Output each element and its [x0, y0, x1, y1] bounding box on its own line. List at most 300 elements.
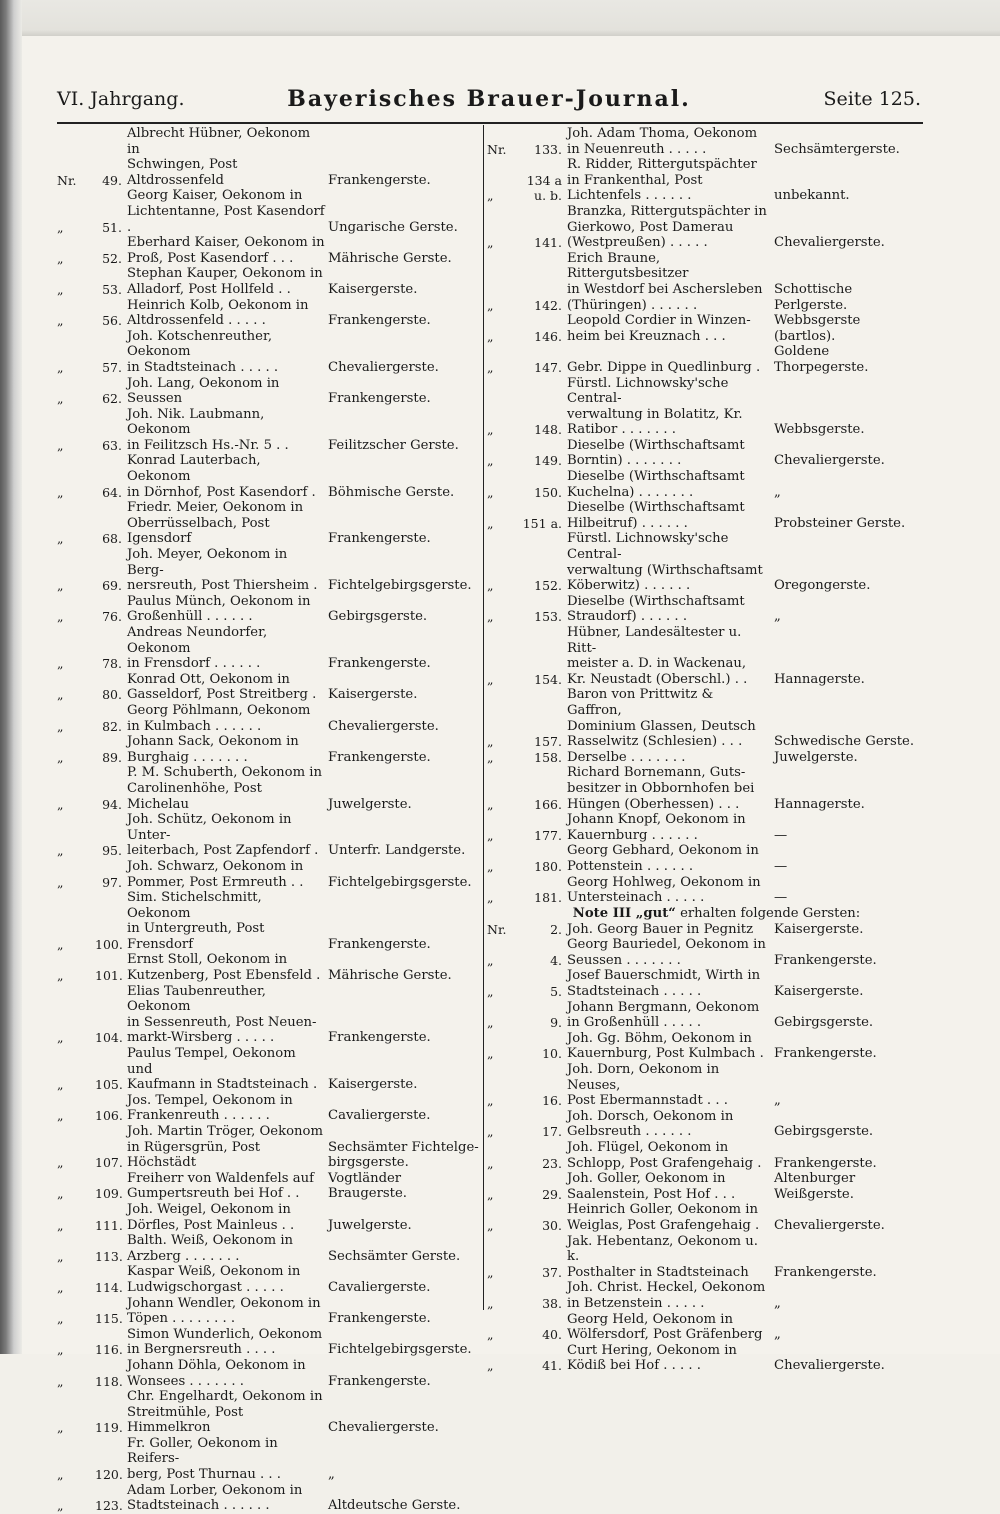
- list-item: [57, 500, 480, 547]
- left-column: [57, 126, 480, 1514]
- entry-variety: Juwelgerste.: [774, 749, 858, 765]
- entry-number: 141.: [534, 235, 562, 251]
- entry-variety: Kaisergerste.: [774, 984, 864, 1000]
- entry-number: 57.: [102, 359, 122, 375]
- entry-number: 107.: [95, 1155, 123, 1171]
- entry-prefix: „: [487, 1093, 494, 1109]
- list-item: [57, 625, 480, 672]
- entry-name: Joh. Meyer, Oekonom in Berg- nersreuth, Post Thiersheim .: [127, 547, 318, 594]
- entry-name: R. Ridder, Rittergutspächter in Frankenthal, Post Lichtenfels . . . . . .: [567, 157, 757, 204]
- entry-variety: Oregongerste.: [774, 578, 871, 594]
- list-item: [487, 1031, 922, 1062]
- entry-variety: „: [774, 1295, 781, 1311]
- entry-name: Fürstl. Lichnowsky'sche Central- verwaltung in Bolatitz, Kr. Ratibor . . . . . . .: [567, 375, 743, 438]
- entry-variety: Gebirgsgerste.: [774, 1124, 874, 1140]
- list-item: [487, 1140, 922, 1171]
- entry-name: Elias Taubenreuther, Oekonom in Sessenreuth, Post Neuen- markt-Wirsberg . . . . .: [127, 983, 317, 1046]
- entry-prefix: „: [57, 1467, 64, 1483]
- entry-number: 30.: [542, 1217, 562, 1233]
- entry-name: Joh. Lang, Oekonom in Seussen: [127, 375, 280, 407]
- entry-variety: Frankengerste.: [328, 936, 431, 952]
- entry-name: Joh. Martin Tröger, Oekonom in Rügersgrün, Post Höchstädt: [127, 1124, 323, 1171]
- entry-variety: Altenburger Weißgerste.: [774, 1171, 856, 1202]
- list-item: [487, 376, 922, 438]
- entry-prefix: „: [487, 858, 494, 874]
- entry-name: Paulus Tempel, Oekonom und Kaufmann in Stadtsteinach .: [127, 1046, 318, 1093]
- entry-number: 64.: [102, 484, 122, 500]
- entry-prefix: „: [487, 827, 494, 843]
- column-divider: [483, 125, 484, 1310]
- list-item: [57, 1093, 480, 1124]
- entry-variety: Frankengerste.: [328, 1030, 431, 1046]
- entry-prefix: „: [57, 1498, 64, 1514]
- entry-name: Paulus Münch, Oekonom in Großenhüll . . . . . .: [127, 593, 311, 625]
- entry-variety: Kaisergerste.: [328, 1077, 418, 1093]
- entry-prefix: „: [57, 843, 64, 859]
- entry-variety: Cavaliergerste.: [328, 1279, 431, 1295]
- entry-name: Joh. Goller, Oekonom in Saalenstein, Post Hof . . .: [567, 1171, 736, 1202]
- entry-number: 147.: [534, 359, 562, 375]
- entry-number: 181.: [534, 890, 562, 906]
- entry-name: Joh. Weigel, Oekonom in Dörfles, Post Mainleus . .: [127, 1201, 295, 1233]
- entry-name: Gebr. Dippe in Quedlinburg .: [567, 359, 761, 375]
- list-item: [57, 703, 480, 734]
- entry-number: 23.: [542, 1155, 562, 1171]
- entry-prefix: „: [57, 609, 64, 625]
- entry-variety: Mährische Gerste.: [328, 250, 452, 266]
- entry-variety: Frankengerste.: [774, 1155, 877, 1171]
- entry-prefix: „: [57, 687, 64, 703]
- entry-variety: Sechsämter Fichtelge- birgsgerste.: [328, 1139, 479, 1171]
- entry-number: 100.: [95, 936, 123, 952]
- entry-variety: Fichtelgebirgsgerste.: [328, 1342, 472, 1358]
- entry-prefix: „: [487, 1327, 494, 1343]
- note-heading-rest: erhalten folgende Gersten:: [675, 905, 861, 921]
- entry-name: Johann Wendler, Oekonom in Töpen . . . . . . . .: [127, 1295, 321, 1327]
- entry-variety: Chevaliergerste.: [774, 453, 885, 469]
- list-item: [487, 500, 922, 531]
- right-column: [487, 126, 922, 1374]
- entry-prefix: „: [487, 188, 494, 204]
- entry-name: Joh. Adam Thoma, Oekonom in Neuenreuth . . . . .: [567, 126, 758, 157]
- list-item: [57, 1358, 480, 1389]
- list-item: [57, 547, 480, 594]
- entry-variety: Fichtelgebirgsgerste.: [328, 874, 472, 890]
- entry-name: Johann Döhla, Oekonom in Wonsees . . . . . . .: [127, 1357, 306, 1389]
- list-item: [487, 204, 922, 251]
- entry-prefix: „: [487, 297, 494, 313]
- entry-number: 153.: [534, 609, 562, 625]
- entry-number: 123.: [95, 1498, 123, 1514]
- entry-name: Georg Kaiser, Oekonom in Lichtentanne, Post Kasendorf .: [127, 188, 325, 235]
- right-column-list: [487, 126, 922, 906]
- entry-prefix: Nr.: [487, 921, 507, 937]
- entry-number: 119.: [95, 1420, 123, 1436]
- entry-variety: —: [774, 827, 788, 843]
- list-item: [57, 890, 480, 952]
- entry-variety: Schwedische Gerste.: [774, 734, 915, 750]
- entry-name: Johann Knopf, Oekonom in Kauernburg . . . . . .: [567, 812, 746, 843]
- note-heading-bold: Note III „gut“: [572, 905, 676, 921]
- entry-variety: Fichtelgebirgsgerste.: [328, 578, 472, 594]
- entry-variety: „: [774, 1327, 781, 1343]
- list-item: [57, 266, 480, 297]
- entry-variety: Chevaliergerste.: [774, 1217, 885, 1233]
- entry-prefix: „: [57, 1030, 64, 1046]
- entry-prefix: „: [487, 890, 494, 906]
- entry-variety: Webbsgerste.: [774, 422, 865, 438]
- entry-prefix: „: [487, 484, 494, 500]
- entry-variety: Frankengerste.: [328, 391, 431, 407]
- entry-number: 142.: [534, 297, 562, 313]
- entry-name: Eberhard Kaiser, Oekonom in Proß, Post Kasendorf . . .: [127, 235, 325, 266]
- entry-prefix: „: [487, 1155, 494, 1171]
- entry-name: Johann Sack, Oekonom in Burghaig . . . . . . .: [127, 734, 299, 765]
- entry-variety: Feilitzscher Gerste.: [328, 437, 459, 453]
- entry-variety: Chevaliergerste.: [328, 718, 439, 734]
- entry-number: 38.: [542, 1295, 562, 1311]
- entry-variety: Kaisergerste.: [328, 687, 418, 703]
- entry-prefix: „: [57, 1155, 64, 1171]
- entry-variety: Webbsgerste (bartlos).: [774, 313, 861, 344]
- entry-name: Sim. Stichelschmitt, Oekonom in Untergreuth, Post Frensdorf: [127, 890, 265, 952]
- entry-variety: Frankengerste.: [328, 313, 431, 329]
- entry-name: P. M. Schuberth, Oekonom in Carolinenhöhe, Post Michelau: [127, 765, 322, 812]
- entry-prefix: „: [57, 936, 64, 952]
- entry-prefix: „: [487, 515, 494, 531]
- entry-prefix: „: [57, 281, 64, 297]
- list-item: [57, 1046, 480, 1093]
- list-item: [487, 937, 922, 968]
- list-item: [57, 1389, 480, 1436]
- entry-prefix: „: [487, 1124, 494, 1140]
- entry-number: 180.: [534, 858, 562, 874]
- entry-variety: Chevaliergerste.: [774, 1358, 885, 1374]
- entry-number: 104.: [95, 1030, 123, 1046]
- list-item: [487, 531, 922, 593]
- entry-name: Joh. Nik. Laubmann, Oekonom in Feilitzsch Hs.-Nr. 5 . .: [127, 406, 289, 453]
- list-item: [487, 1343, 922, 1374]
- entry-prefix: „: [57, 437, 64, 453]
- entry-variety: Frankengerste.: [774, 1046, 877, 1062]
- entry-number: 78.: [102, 656, 122, 672]
- entry-number: 149.: [534, 453, 562, 469]
- entry-prefix: „: [57, 484, 64, 500]
- entry-variety: Frankengerste.: [774, 952, 877, 968]
- entry-number: 115.: [95, 1311, 123, 1327]
- entry-number: 106.: [95, 1108, 123, 1124]
- entry-variety: „: [774, 609, 781, 625]
- list-item: [57, 1436, 480, 1483]
- entry-name: Georg Gebhard, Oekonom in Pottenstein . . . . . .: [567, 843, 759, 874]
- entry-prefix: „: [57, 968, 64, 984]
- entry-variety: Chevaliergerste.: [328, 359, 439, 375]
- entry-prefix: „: [487, 1264, 494, 1280]
- entry-name: Georg Bauriedel, Oekonom in Seussen . . . . . . .: [567, 937, 766, 968]
- right-column-note3-list: [487, 922, 922, 1374]
- entry-name: Joh. Schütz, Oekonom in Unter- leiterbach, Post Zapfendorf .: [127, 812, 319, 859]
- entry-variety: Frankengerste.: [328, 172, 431, 188]
- entry-name: Dieselbe (Wirthschaftsamt Hilbeitruf) . . . . . .: [567, 500, 745, 531]
- list-item: [487, 968, 922, 999]
- entry-prefix: „: [487, 734, 494, 750]
- entry-number: 97.: [102, 874, 122, 890]
- list-item: [487, 765, 922, 812]
- entry-prefix: „: [57, 359, 64, 375]
- entry-number: 166.: [534, 796, 562, 812]
- list-item: [487, 1234, 922, 1281]
- entry-variety: Goldene Thorpegerste.: [774, 344, 869, 375]
- entry-prefix: Nr.: [57, 172, 77, 188]
- entry-number: 63.: [102, 437, 122, 453]
- entry-name: Stephan Kauper, Oekonom in Alladorf, Post Hollfeld . .: [127, 266, 323, 297]
- entry-number: 9.: [550, 1015, 562, 1031]
- entry-variety: Böhmische Gerste.: [328, 484, 455, 500]
- entry-name: Baron von Prittwitz & Gaffron, Dominium Glassen, Deutsch Rasselwitz (Schlesien) . . .: [567, 687, 756, 750]
- entry-number: 133.: [534, 141, 562, 157]
- page-number: Seite 125.: [823, 88, 921, 110]
- entry-name: Kaspar Weiß, Oekonom in Ludwigschorgast . . . . .: [127, 1264, 301, 1295]
- entry-number: 89.: [102, 749, 122, 765]
- entry-variety: Frankengerste.: [328, 656, 431, 672]
- entry-number: 151 a.: [522, 515, 562, 531]
- entry-variety: Frankengerste.: [328, 749, 431, 765]
- entry-name: Jak. Hebentanz, Oekonom u. k. Posthalter in Stadtsteinach: [567, 1233, 758, 1280]
- entry-number: 150.: [534, 484, 562, 500]
- note-heading: [511, 906, 922, 922]
- entry-prefix: „: [487, 1217, 494, 1233]
- entry-prefix: „: [57, 1108, 64, 1124]
- entry-variety: Frankengerste.: [774, 1264, 877, 1280]
- entry-number: 10.: [542, 1046, 562, 1062]
- entry-variety: Frankengerste.: [328, 531, 431, 547]
- list-item: [487, 594, 922, 625]
- entry-prefix: „: [57, 250, 64, 266]
- entry-number: 154.: [534, 671, 562, 687]
- entry-prefix: „: [57, 718, 64, 734]
- entry-number: 51.: [102, 219, 122, 235]
- entry-prefix: „: [487, 1358, 494, 1374]
- entry-variety: Hannagerste.: [774, 671, 865, 687]
- entry-variety: Chevaliergerste.: [774, 235, 885, 251]
- entry-number: 116.: [95, 1342, 123, 1358]
- entry-prefix: „: [57, 1373, 64, 1389]
- entry-variety: „: [774, 484, 781, 500]
- entry-number: 118.: [95, 1373, 123, 1389]
- entry-prefix: „: [57, 1420, 64, 1436]
- entry-prefix: „: [57, 1077, 64, 1093]
- list-item: [57, 1124, 480, 1171]
- entry-name: Joh. Kotschenreuther, Oekonom in Stadtsteinach . . . . .: [127, 328, 279, 375]
- list-item: [57, 1264, 480, 1295]
- list-item: [487, 313, 922, 344]
- entry-prefix: „: [57, 313, 64, 329]
- entry-name: Johann Bergmann, Oekonom in Großenhüll . . . . .: [567, 999, 760, 1031]
- entry-prefix: „: [487, 422, 494, 438]
- entry-number: 111.: [95, 1217, 123, 1233]
- entry-variety: Mährische Gerste.: [328, 968, 452, 984]
- entry-name: Georg Hohlweg, Oekonom in Untersteinach . . . . .: [567, 874, 761, 906]
- entry-number: 152.: [534, 578, 562, 594]
- entry-number: 62.: [102, 391, 122, 407]
- entry-name: Georg Pöhlmann, Oekonom in Kulmbach . . . . . .: [127, 702, 311, 734]
- entry-name: Friedr. Meier, Oekonom in Oberrüsselbach, Post Igensdorf: [127, 500, 304, 547]
- entry-variety: Probsteiner Gerste.: [774, 515, 906, 531]
- entry-number: 113.: [95, 1248, 123, 1264]
- entry-prefix: „: [57, 391, 64, 407]
- entry-number: 80.: [102, 687, 122, 703]
- entry-variety: „: [328, 1467, 335, 1483]
- entry-number: 37.: [542, 1264, 562, 1280]
- entry-name: Joh. Flügel, Oekonom in Schlopp, Post Grafengehaig .: [567, 1140, 762, 1171]
- list-item: [57, 672, 480, 703]
- entry-number: 69.: [102, 578, 122, 594]
- entry-number: 177.: [534, 827, 562, 843]
- entry-number: 134 a u. b.: [526, 172, 562, 204]
- entry-name: Joh. Schwarz, Oekonom in Pommer, Post Ermreuth . .: [127, 858, 304, 890]
- list-item: [57, 126, 480, 188]
- list-item: [487, 1062, 922, 1109]
- entry-name: Joh. Gg. Böhm, Oekonom in Kauernburg, Post Kulmbach .: [567, 1030, 764, 1062]
- entry-prefix: „: [57, 874, 64, 890]
- list-item: [57, 1202, 480, 1233]
- entry-name: Curt Hering, Oekonom in Ködiß bei Hof . . . . .: [567, 1342, 737, 1374]
- entry-variety: Gebirgsgerste.: [774, 1015, 874, 1031]
- entry-prefix: „: [487, 671, 494, 687]
- entry-number: 16.: [542, 1093, 562, 1109]
- list-item: [57, 376, 480, 407]
- entry-variety: Altdeutsche Gerste.: [328, 1498, 461, 1514]
- entry-prefix: „: [487, 359, 494, 375]
- list-item: [57, 1233, 480, 1264]
- entry-name: Heinrich Goller, Oekonom in Weiglas, Post Grafengehaig .: [567, 1202, 760, 1233]
- entry-number: 157.: [534, 734, 562, 750]
- list-item: [487, 438, 922, 469]
- list-item: [487, 1171, 922, 1202]
- entry-number: 148.: [534, 422, 562, 438]
- entry-number: 29.: [542, 1186, 562, 1202]
- list-item: [57, 734, 480, 765]
- journal-title: Bayerisches Brauer-Journal.: [287, 86, 691, 112]
- list-item: [487, 687, 922, 749]
- entry-name: Freiherr von Waldenfels auf Gumpertsreuth bei Hof . .: [127, 1170, 314, 1202]
- entry-number: 109.: [95, 1186, 123, 1202]
- list-item: [57, 1483, 480, 1514]
- entry-name: Chr. Engelhardt, Oekonom in Streitmühle, Post Himmelkron: [127, 1389, 323, 1436]
- entry-number: 82.: [102, 718, 122, 734]
- entry-name: Ernst Stoll, Oekonom in Kutzenberg, Post Ebensfeld .: [127, 952, 321, 984]
- entry-variety: —: [774, 890, 788, 906]
- entry-variety: Chevaliergerste.: [328, 1420, 439, 1436]
- list-item: [57, 859, 480, 890]
- list-item: [487, 126, 922, 157]
- entry-name: Joh. Georg Bauer in Pegnitz: [567, 921, 754, 937]
- entry-number: 2.: [550, 921, 562, 937]
- entry-name: Joh. Christ. Heckel, Oekonom in Betzenstein . . . . .: [567, 1280, 766, 1311]
- entry-prefix: „: [487, 1015, 494, 1031]
- entry-number: 94.: [102, 796, 122, 812]
- entry-variety: Ungarische Gerste.: [328, 219, 458, 235]
- list-item: [487, 812, 922, 843]
- entry-prefix: „: [57, 1186, 64, 1202]
- list-item: [57, 984, 480, 1046]
- entry-variety: Unterfr. Landgerste.: [328, 843, 466, 859]
- entry-variety: unbekannt.: [774, 188, 850, 204]
- entry-name: Branzka, Rittergutspächter in Gierkowo, Post Damerau (Westpreußen) . . . . .: [567, 203, 767, 251]
- entry-name: Konrad Lauterbach, Oekonom in Dörnhof, Post Kasendorf .: [127, 453, 316, 500]
- list-item: [57, 952, 480, 983]
- entry-number: 120.: [95, 1467, 123, 1483]
- entry-variety: Schottische Perlgerste.: [774, 281, 853, 313]
- entry-prefix: Nr.: [487, 141, 507, 157]
- entry-prefix: „: [487, 749, 494, 765]
- list-item: [487, 922, 922, 938]
- entry-number: 41.: [542, 1358, 562, 1374]
- entry-number: 68.: [102, 531, 122, 547]
- header-rule: [57, 122, 923, 124]
- entry-variety: Hannagerste.: [774, 796, 865, 812]
- entry-prefix: „: [487, 984, 494, 1000]
- entry-number: 17.: [542, 1124, 562, 1140]
- list-item: [487, 750, 922, 766]
- entry-number: 56.: [102, 313, 122, 329]
- list-item: [487, 1109, 922, 1140]
- entry-prefix: „: [487, 578, 494, 594]
- entry-prefix: „: [487, 1186, 494, 1202]
- list-item: [57, 235, 480, 266]
- entry-prefix: „: [487, 796, 494, 812]
- entry-name: Andreas Neundorfer, Oekonom in Frensdorf . . . . . .: [127, 625, 268, 672]
- entry-variety: „: [774, 1093, 781, 1109]
- entry-number: 40.: [542, 1327, 562, 1343]
- entry-prefix: „: [57, 1279, 64, 1295]
- entry-number: 95.: [102, 843, 122, 859]
- entry-prefix: „: [487, 609, 494, 625]
- list-item: [57, 298, 480, 329]
- entry-variety: Gebirgsgerste.: [328, 609, 428, 625]
- scan-top-edge: [0, 0, 1000, 36]
- list-item: [57, 594, 480, 625]
- entry-prefix: „: [487, 952, 494, 968]
- list-item: [487, 1280, 922, 1311]
- entry-prefix: „: [57, 1311, 64, 1327]
- list-item: [487, 1312, 922, 1343]
- list-item: [487, 1202, 922, 1233]
- entry-number: 76.: [102, 609, 122, 625]
- entry-name: Erich Braune, Rittergutsbesitzer in Westdorf bei Aschersleben (Thüringen) . . . . . .: [567, 250, 763, 313]
- list-item: [487, 251, 922, 313]
- entry-name: Joh. Dorn, Oekonom in Neuses, Post Ebermannstadt . . .: [567, 1062, 728, 1109]
- entry-prefix: „: [487, 1295, 494, 1311]
- entry-name: Derselbe . . . . . . .: [567, 749, 686, 765]
- entry-variety: Cavaliergerste.: [328, 1108, 431, 1124]
- entry-number: 52.: [102, 250, 122, 266]
- list-item: [487, 469, 922, 500]
- list-item: [487, 344, 922, 375]
- entry-name: Simon Wunderlich, Oekonom in Bergnersreuth . . . .: [127, 1326, 323, 1358]
- list-item: [57, 1327, 480, 1358]
- entry-name: Konrad Ott, Oekonom in Gasseldorf, Post Streitberg .: [127, 671, 317, 703]
- entry-variety: Juwelgerste.: [328, 1217, 412, 1233]
- entry-name: Jos. Tempel, Oekonom in Frankenreuth . . . . . .: [127, 1092, 293, 1124]
- entry-prefix: „: [57, 1217, 64, 1233]
- list-item: [487, 157, 922, 204]
- entry-name: Dieselbe (Wirthschaftsamt Borntin) . . . . . . .: [567, 437, 745, 469]
- entry-number: 146.: [534, 328, 562, 344]
- entry-name: Dieselbe (Wirthschaftsamt Straudorf) . . . . . .: [567, 593, 745, 625]
- entry-variety: Sechsämter Gerste.: [328, 1248, 461, 1264]
- entry-number: 49.: [102, 172, 122, 188]
